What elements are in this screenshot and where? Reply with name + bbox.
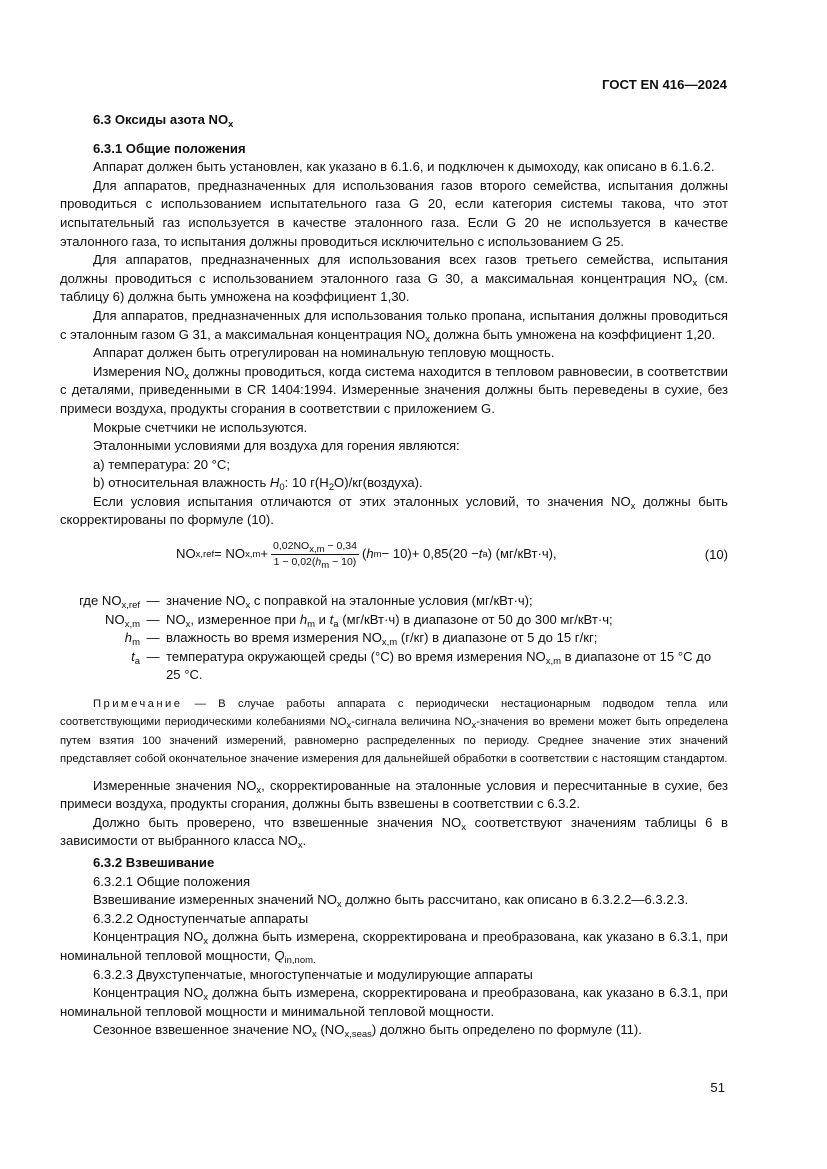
definition-row: $t_a$ — температура окружающей среды (°C) во время измерения $NO_{x,m}$ в диапазоне от 15 °C до 25 °C. — [131, 648, 712, 683]
paragraph: Аппарат должен быть отрегулирован на номинальную тепловую мощность. — [93, 345, 555, 361]
paragraph: Измерения $NO_x$ должны проводиться, когда система находится в тепловом равновесии, в соответствии с деталями, приведенными в CR 1404:1994. Измеренные значения должны быть переведены в сухие, без примеси воздуха, продукты сгорания в соответствии с приложением G. — [60, 363, 728, 416]
formula-fraction: $\frac{0,02NO_{x,m} - 0,34}{1 - 0,02(h_m - 10)}$ — [273, 540, 357, 572]
formula-expression: NO x,ref = NO x,m + $\frac{0,02NO_{x,m} - 0,34}{1 - 0,02(h_m - 10)}$ ( h m − 10) + 0,85(20 − t a ) (мг/кВт·ч), — [176, 540, 557, 572]
page-number: 51 — [710, 1080, 725, 1095]
definition-row: где $NO_{x,ref}$ — значение $NO_x$ с поправкой на эталонные условия (мг/кВт·ч); — [79, 593, 533, 612]
subsection-title-6-3-2: 6.3.2 Взвешивание — [93, 855, 215, 871]
list-item: a) температура: 20 °C; — [93, 456, 230, 472]
paragraph: Сезонное взвешенное значение $NO_x$ $(NO_{x,seas})$ должно быть определено по формуле (11). — [93, 1022, 642, 1041]
paragraph: Концентрация $NO_x$ должна быть измерена, скорректирована и преобразована, как указано в 6.3.1, при номинальной тепловой мощности и минимальной тепловой мощности. — [60, 985, 728, 1019]
clause-title-6-3-2-3: 6.3.2.3 Двухступенчатые, многоступенчатые и модулирующие аппараты — [93, 966, 533, 982]
paragraph: Должно быть проверено, что взвешенные значения $NO_x$ соответствуют значениям таблицы 6 в зависимости от выбранного класса $NO_x$. — [60, 814, 728, 852]
clause-title-6-3-2-2: 6.3.2.2 Одноступенчатые аппараты — [93, 910, 309, 926]
variable-definitions — [60, 592, 728, 685]
paragraph: Для аппаратов, предназначенных для использования газов второго семейства, испытания должны проводиться с использованием испытательного газа G 20, если категория системы такова, что этот испытательный газ используется в качестве эталонного газа. Если G 20 не используется в качестве эталонного газа, то испытания должны проводиться исключительно с использованием G 25. — [60, 177, 728, 249]
formula-10 — [60, 536, 728, 582]
paragraph: Взвешивание измеренных значений $NO_x$ должно быть рассчитано, как описано в 6.3.2.2—6.3.2.3. — [93, 892, 689, 911]
definition-row: $h_m$ — влажность во время измерения $NO_{x,m}$ (г/кг) в диапазоне от 5 до 15 г/кг; — [124, 630, 598, 649]
definition-row: $NO_{x,m}$ — $NO_x$, измеренное при $h_m$ и $t_a$ (мг/кВт·ч) в диапазоне от 50 до 300 мг/кВт·ч; — [105, 611, 613, 630]
paragraph: Для аппаратов, предназначенных для использования всех газов третьего семейства, испытания должны проводиться с использованием эталонного газа G 30, а максимальная концентрация $NO_x$ (см. таблицу 6) должна быть умножена на коэффициент 1,30. — [60, 252, 728, 305]
document-code: ГОСТ EN 416—2024 — [602, 77, 727, 92]
list-item: b) относительная влажность $H_0$: 10 $г(H_2O)/кг(воздуха)$. — [93, 475, 423, 494]
subsection-title-6-3-1: 6.3.1 Общие положения — [93, 140, 246, 156]
paragraph: Измеренные значения $NO_x$, скорректированные на эталонные условия и пересчитанные в сухие, без примеси воздуха, продукты сгорания, должны быть взвешены в соответствии с 6.3.2. — [60, 777, 728, 812]
paragraph: Аппарат должен быть установлен, как указано в 6.1.6, и подключен к дымоходу, как описано в 6.1.6.2. — [93, 159, 715, 175]
paragraph: Эталонными условиями для воздуха для горения являются: — [93, 438, 460, 454]
paragraph: Мокрые счетчики не используются. — [93, 419, 308, 435]
section-title: 6.3 Оксиды азота $NO_x$ — [93, 112, 234, 130]
paragraph: Если условия испытания отличаются от этих эталонных условий, то значения $NO_x$ должны быть скорректированы по формуле (10). — [60, 493, 728, 528]
formula-number: (10) — [704, 547, 728, 563]
note: Примечание — В случае работы аппарата с периодически нестационарным подводом тепла или соответствующими периодическими колебаниями $NO_x$-сигнала величина $NO_x$-значения во времени может быть определена путем взятия 100 значений измерений, равномерно распределенных по периоду. Среднее значение этих значений представляет собой окончательное значение измерения для дальнейшей обработки в соответствии с настоящим стандартом. — [60, 698, 728, 766]
document-body — [60, 111, 728, 1040]
clause-title-6-3-2-1: 6.3.2.1 Общие положения — [93, 873, 251, 889]
paragraph: Концентрация $NO_x$ должна быть измерена, скорректирована и преобразована, как указано в 6.3.1, при номинальной тепловой мощности, $Q_{in,nom.}$ — [60, 929, 728, 966]
paragraph: Для аппаратов, предназначенных для использования только пропана, испытания должны проводиться с эталонным газом G 31, а максимальная концентрация $NO_x$ должна быть умножена на коэффициент 1,20. — [60, 307, 728, 345]
